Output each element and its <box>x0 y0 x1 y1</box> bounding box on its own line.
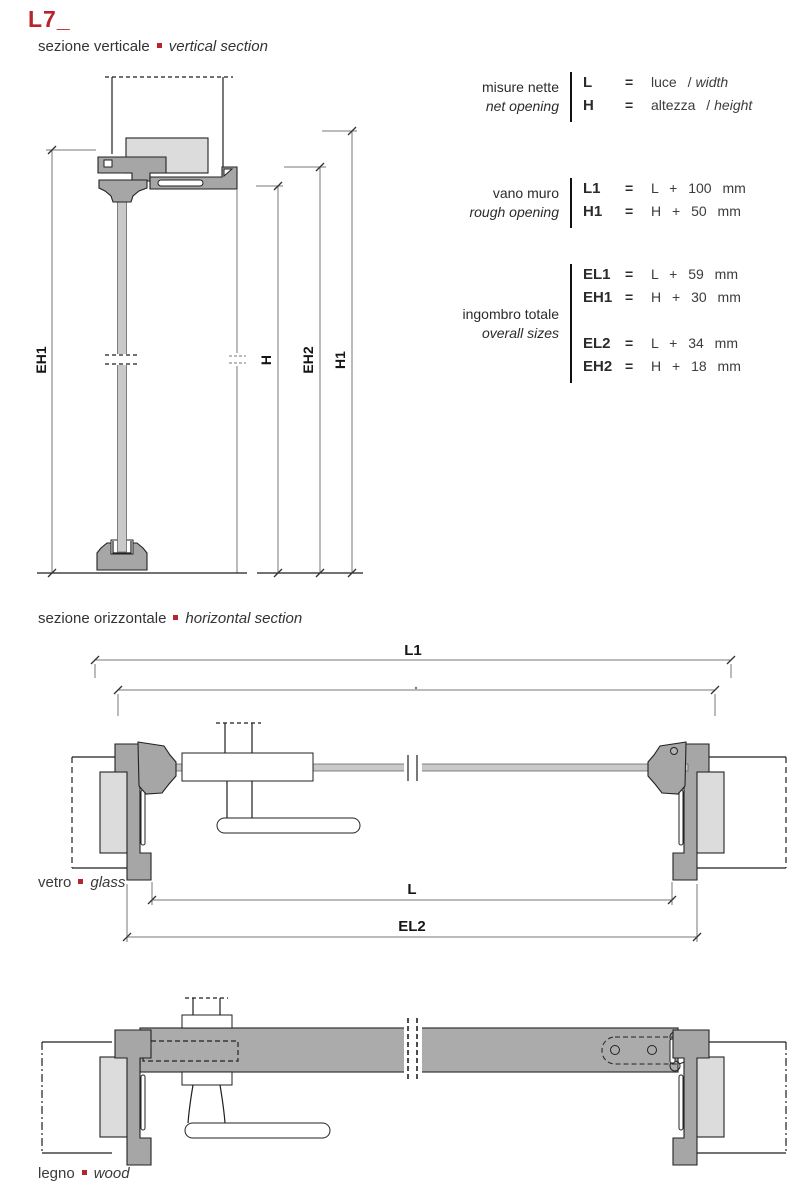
glass-label-en: glass <box>90 874 126 891</box>
page-title: L7_ <box>28 6 71 32</box>
wood-label-it: legno <box>38 1165 75 1182</box>
vertical-section-title-en: vertical section <box>168 38 268 55</box>
legend-rough-opening <box>460 178 746 228</box>
horizontal-section-title <box>38 610 302 627</box>
handle-rose-bottom <box>182 1072 232 1085</box>
right-glass-clamp <box>648 742 686 794</box>
pull-handle-bar <box>217 818 360 833</box>
red-square-bullet-icon <box>173 615 178 620</box>
horizontal-section-wood-drawing <box>30 975 806 1180</box>
legend-net-label: misure nette net opening <box>481 79 559 114</box>
dim-label-l: L <box>407 881 417 898</box>
legend-row-gap <box>583 312 741 335</box>
red-square-bullet-icon <box>82 1170 87 1175</box>
dim-l1 <box>91 642 735 678</box>
pull-handle-bar <box>185 1123 330 1138</box>
vertical-section-title <box>38 38 268 55</box>
horizontal-section-title-it: sezione orizzontale <box>38 610 167 627</box>
legend-net-opening <box>460 72 752 122</box>
legend-row: EL2 = L + 34 mm <box>583 335 739 352</box>
legend-net-rows <box>570 72 752 122</box>
dim-label-l1: L1 <box>404 642 422 659</box>
red-square-bullet-icon <box>78 879 83 884</box>
carriage-hanger <box>99 180 147 202</box>
lock-housing <box>182 753 313 781</box>
dim-label-h: H <box>258 354 274 366</box>
legend-row: EL1 = L + 59 mm <box>583 266 739 283</box>
handle-assembly <box>182 723 360 833</box>
left-glass-clamp <box>138 742 176 794</box>
legend-row: EH1 = H + 30 mm <box>583 289 741 306</box>
vertical-section-drawing <box>30 70 370 600</box>
legend-overall-sizes <box>460 264 741 383</box>
door-break-mark <box>404 1018 422 1082</box>
horizontal-section-title-en: horizontal section <box>185 610 303 627</box>
handle-rose-top <box>182 1015 232 1028</box>
legend-row: L = luce / width <box>583 74 729 91</box>
dim-secondary <box>114 686 719 716</box>
frame-extension-line <box>229 189 246 573</box>
wood-material-label <box>38 1165 130 1182</box>
dim-label-h1: H1 <box>332 351 348 369</box>
legend-rough-label: vano muro rough opening <box>469 185 559 220</box>
legend-row: H = altezza / height <box>583 97 753 114</box>
vertical-section-title-it: sezione verticale <box>38 38 150 55</box>
legend-rough-rows <box>570 178 746 228</box>
legend-overall-label: ingombro totale overall sizes <box>462 305 559 341</box>
dim-l <box>148 881 676 905</box>
panel-break-mark <box>105 354 140 365</box>
wood-label-en: wood <box>93 1165 130 1182</box>
legend-overall-rows <box>570 264 741 383</box>
dim-label-eh1: EH1 <box>33 346 49 374</box>
glass-label-it: vetro <box>38 874 72 891</box>
legend-row: EH2 = H + 18 mm <box>583 358 741 375</box>
glass-break-mark <box>404 755 422 781</box>
glass-material-label <box>38 874 125 891</box>
legend-row: H1 = H + 50 mm <box>583 203 741 220</box>
legend-row: L1 = L + 100 mm <box>583 180 746 197</box>
dim-label-el2: EL2 <box>398 918 426 935</box>
red-square-bullet-icon <box>157 43 162 48</box>
dim-label-eh2: EH2 <box>300 346 316 374</box>
door-panel <box>118 196 127 552</box>
horizontal-section-glass-drawing <box>30 640 806 960</box>
